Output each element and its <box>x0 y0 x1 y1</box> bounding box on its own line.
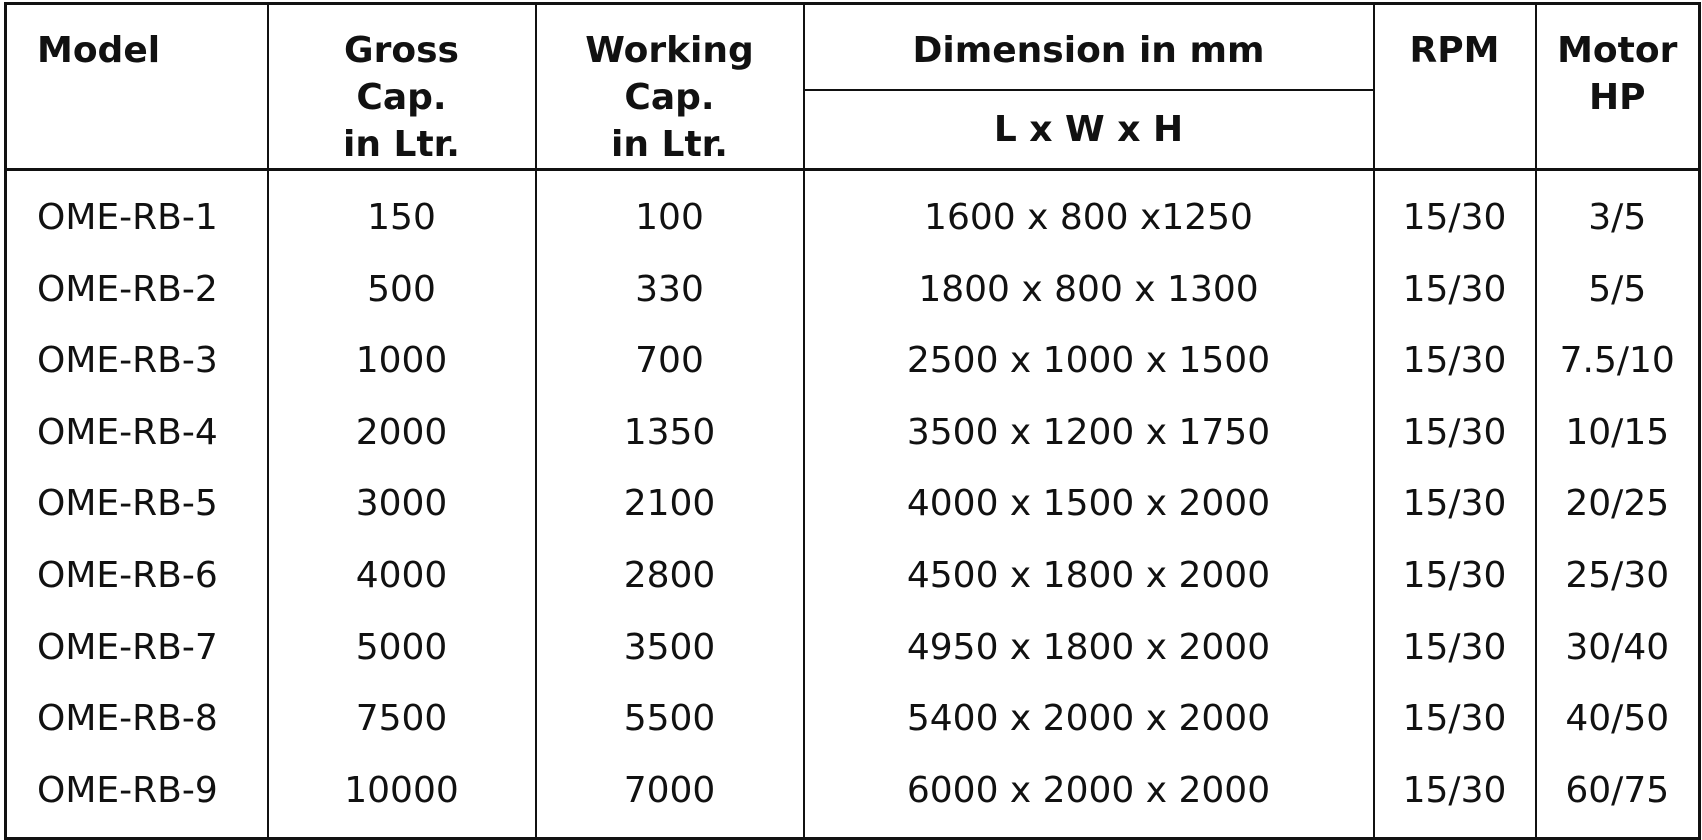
cell-motor-hp: 40/50 <box>1536 683 1700 755</box>
header-motor-hp-line1: Motor <box>1557 30 1678 71</box>
header-dimension <box>804 4 1374 91</box>
cell-working-cap: 330 <box>536 253 804 325</box>
cell-working-cap: 2800 <box>536 540 804 612</box>
cell-model: OME-RB-1 <box>6 170 268 254</box>
cell-gross-cap: 3000 <box>268 468 536 540</box>
table-row <box>6 325 1700 397</box>
cell-model: OME-RB-9 <box>6 755 268 839</box>
table-row <box>6 683 1700 755</box>
cell-dimension: 1800 x 800 x 1300 <box>804 253 1374 325</box>
cell-rpm: 15/30 <box>1374 611 1536 683</box>
table-row <box>6 170 1700 254</box>
cell-working-cap: 700 <box>536 325 804 397</box>
header-motor-hp-line2: HP <box>1588 77 1646 118</box>
cell-rpm: 15/30 <box>1374 397 1536 469</box>
cell-model: OME-RB-5 <box>6 468 268 540</box>
cell-motor-hp: 5/5 <box>1536 253 1700 325</box>
header-gross-cap-line2: Cap. <box>356 77 447 118</box>
cell-model: OME-RB-7 <box>6 611 268 683</box>
header-gross-cap-line1: Gross <box>344 30 459 71</box>
header-model-label: Model <box>37 30 161 71</box>
cell-gross-cap: 10000 <box>268 755 536 839</box>
header-working-cap-line3: in Ltr. <box>611 124 728 165</box>
header-working-cap <box>536 4 804 170</box>
cell-model: OME-RB-8 <box>6 683 268 755</box>
cell-dimension: 6000 x 2000 x 2000 <box>804 755 1374 839</box>
table-row <box>6 611 1700 683</box>
cell-motor-hp: 25/30 <box>1536 540 1700 612</box>
cell-gross-cap: 1000 <box>268 325 536 397</box>
cell-rpm: 15/30 <box>1374 253 1536 325</box>
header-gross-cap-line3: in Ltr. <box>343 124 460 165</box>
cell-rpm: 15/30 <box>1374 755 1536 839</box>
cell-rpm: 15/30 <box>1374 170 1536 254</box>
cell-rpm: 15/30 <box>1374 540 1536 612</box>
cell-dimension: 4000 x 1500 x 2000 <box>804 468 1374 540</box>
cell-dimension: 3500 x 1200 x 1750 <box>804 397 1374 469</box>
cell-model: OME-RB-4 <box>6 397 268 469</box>
cell-working-cap: 100 <box>536 170 804 254</box>
cell-motor-hp: 7.5/10 <box>1536 325 1700 397</box>
cell-motor-hp: 3/5 <box>1536 170 1700 254</box>
header-working-cap-line2: Cap. <box>624 77 715 118</box>
table-row <box>6 755 1700 839</box>
cell-working-cap: 2100 <box>536 468 804 540</box>
cell-gross-cap: 5000 <box>268 611 536 683</box>
specification-table <box>4 2 1701 840</box>
table-row <box>6 540 1700 612</box>
header-rpm <box>1374 4 1536 170</box>
spec-table-container <box>4 2 1698 810</box>
cell-gross-cap: 500 <box>268 253 536 325</box>
cell-dimension: 1600 x 800 x1250 <box>804 170 1374 254</box>
cell-model: OME-RB-2 <box>6 253 268 325</box>
cell-working-cap: 1350 <box>536 397 804 469</box>
cell-rpm: 15/30 <box>1374 468 1536 540</box>
cell-motor-hp: 30/40 <box>1536 611 1700 683</box>
cell-dimension: 5400 x 2000 x 2000 <box>804 683 1374 755</box>
header-rpm-label: RPM <box>1409 30 1500 71</box>
cell-dimension: 2500 x 1000 x 1500 <box>804 325 1374 397</box>
header-working-cap-line1: Working <box>585 30 754 71</box>
cell-model: OME-RB-6 <box>6 540 268 612</box>
table-body <box>6 170 1700 839</box>
table-row <box>6 253 1700 325</box>
cell-rpm: 15/30 <box>1374 325 1536 397</box>
header-dimension-label: Dimension in mm <box>912 30 1265 71</box>
cell-model: OME-RB-3 <box>6 325 268 397</box>
cell-rpm: 15/30 <box>1374 683 1536 755</box>
header-dimension-sub-label: L x W x H <box>993 109 1184 150</box>
header-model <box>6 4 268 170</box>
cell-dimension: 4950 x 1800 x 2000 <box>804 611 1374 683</box>
header-dimension-sub <box>804 90 1374 170</box>
table-row <box>6 468 1700 540</box>
cell-motor-hp: 60/75 <box>1536 755 1700 839</box>
cell-gross-cap: 7500 <box>268 683 536 755</box>
header-gross-cap <box>268 4 536 170</box>
cell-working-cap: 7000 <box>536 755 804 839</box>
table-header <box>6 4 1700 170</box>
cell-motor-hp: 10/15 <box>1536 397 1700 469</box>
header-motor-hp <box>1536 4 1700 170</box>
cell-dimension: 4500 x 1800 x 2000 <box>804 540 1374 612</box>
cell-working-cap: 5500 <box>536 683 804 755</box>
cell-motor-hp: 20/25 <box>1536 468 1700 540</box>
cell-gross-cap: 2000 <box>268 397 536 469</box>
table-row <box>6 397 1700 469</box>
cell-working-cap: 3500 <box>536 611 804 683</box>
cell-gross-cap: 4000 <box>268 540 536 612</box>
cell-gross-cap: 150 <box>268 170 536 254</box>
